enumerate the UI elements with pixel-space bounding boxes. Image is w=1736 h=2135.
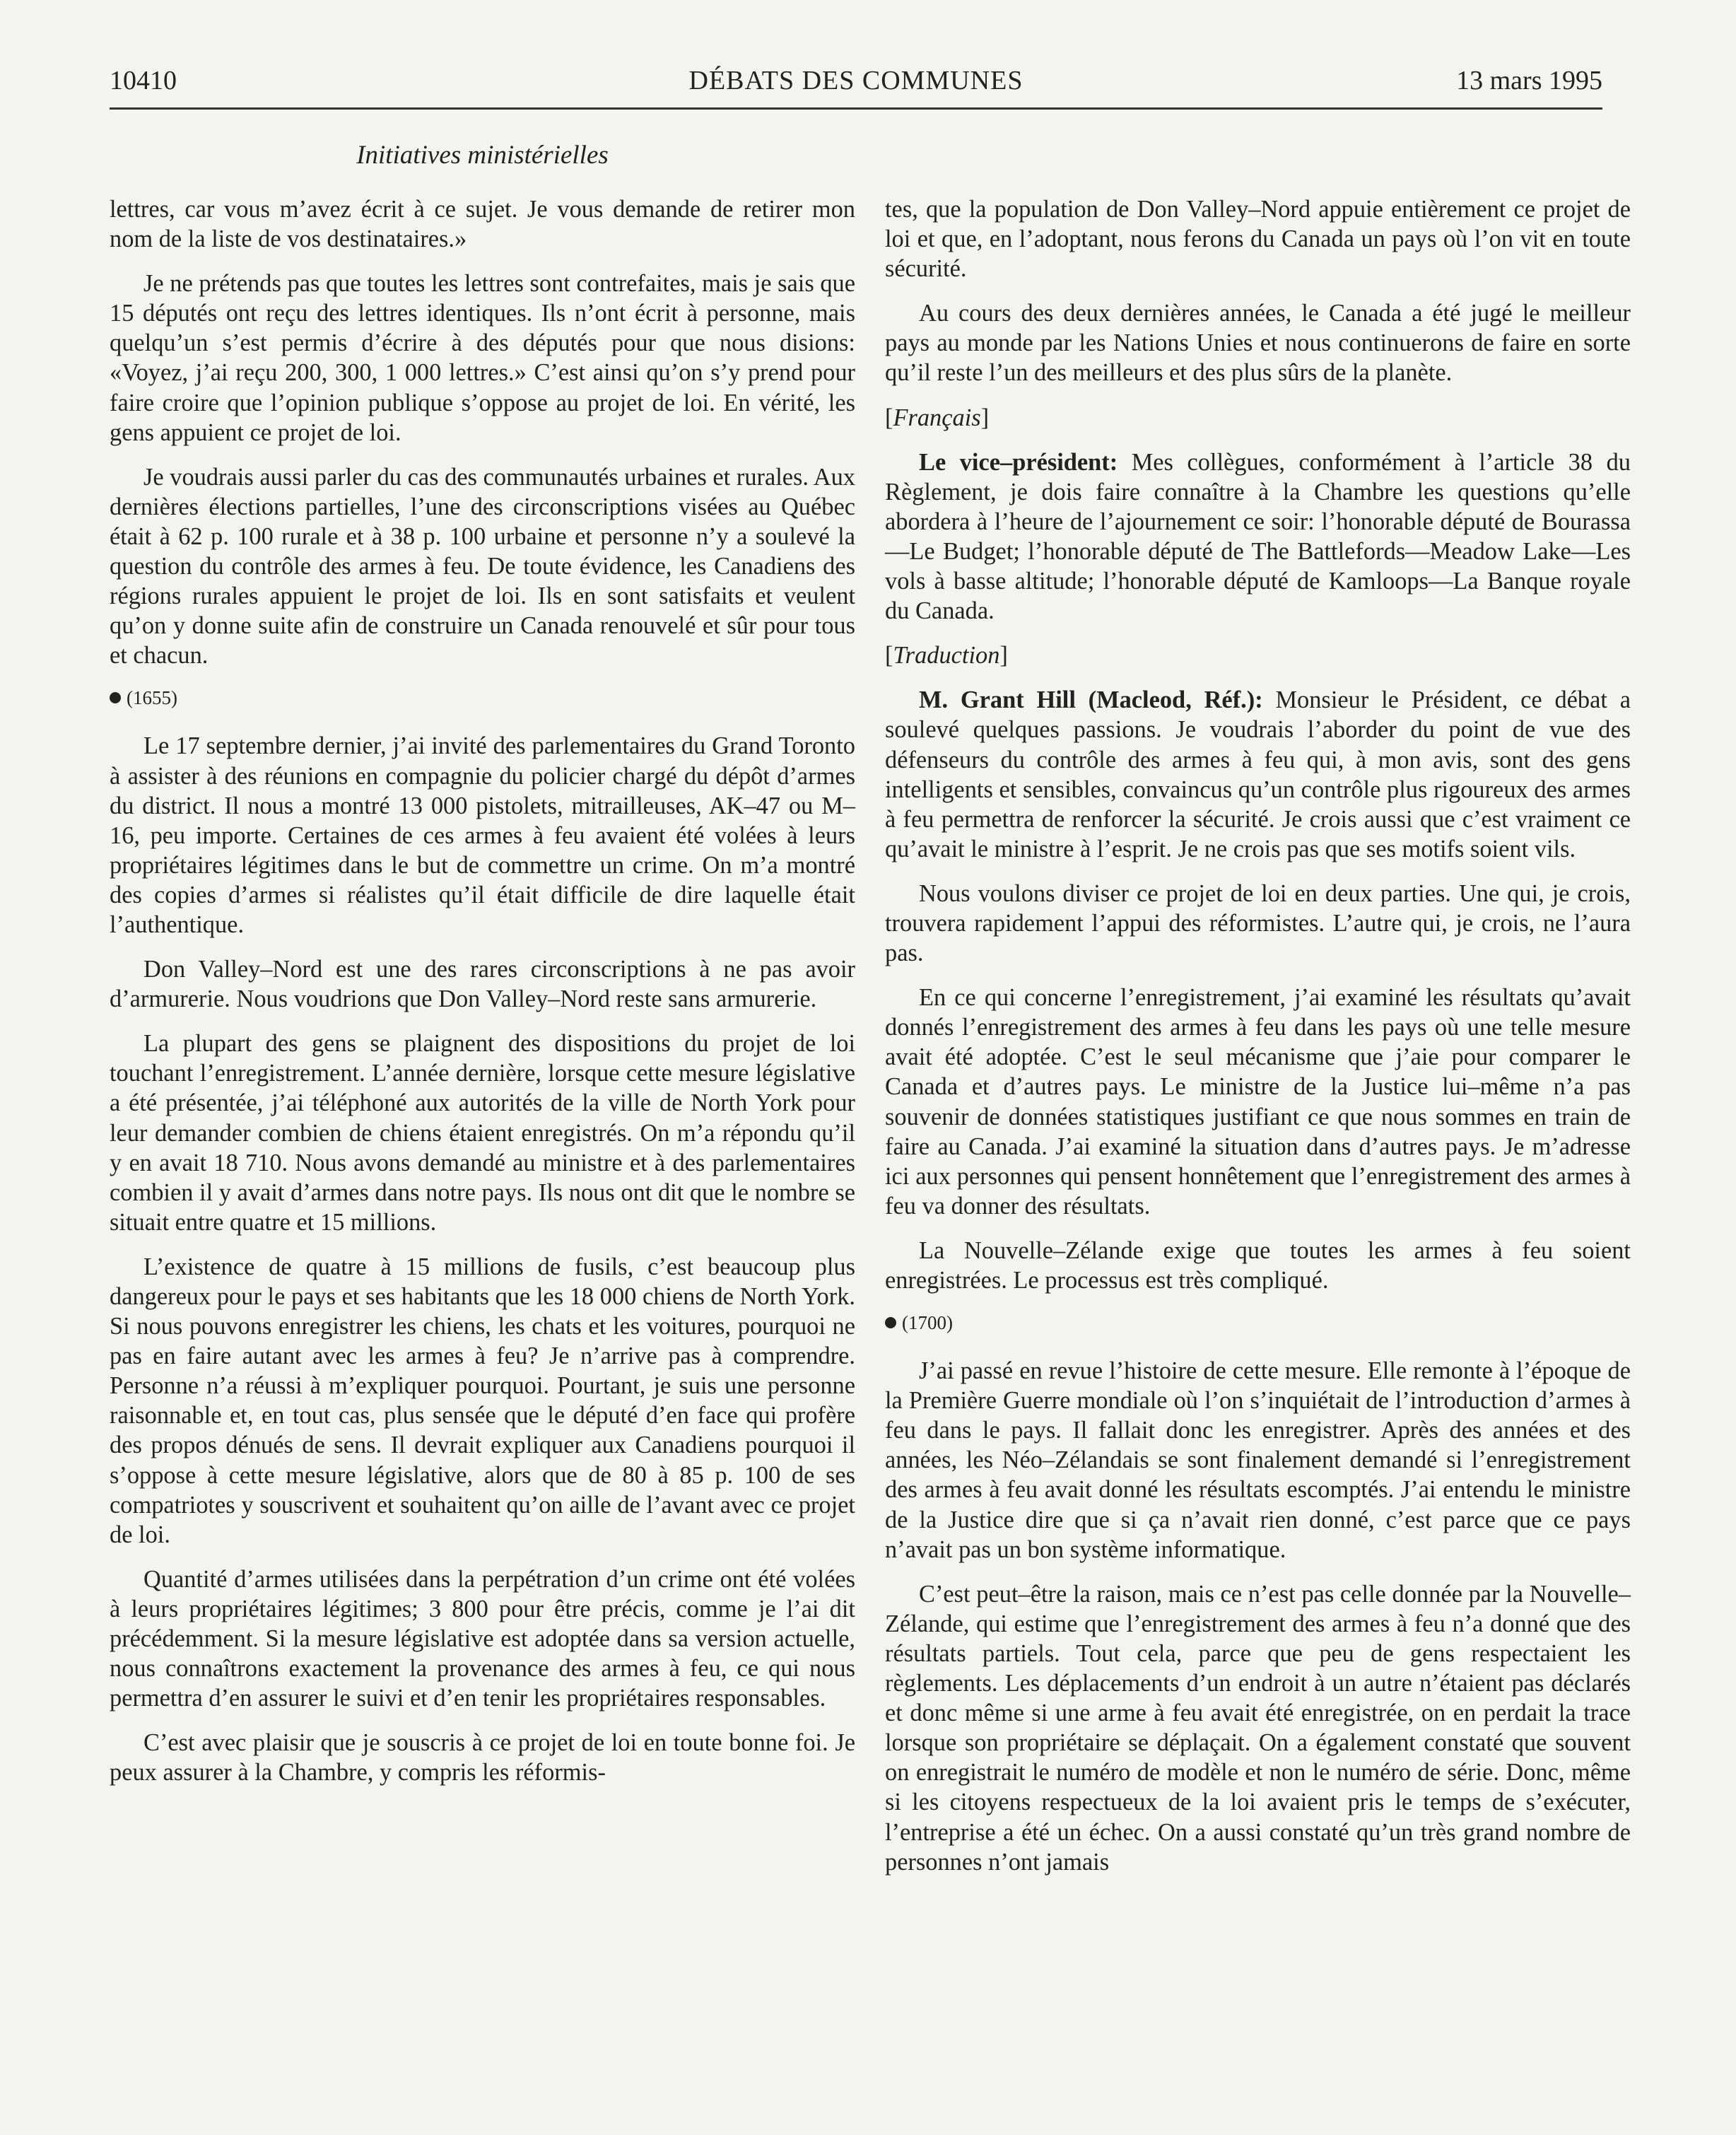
paragraph: La plupart des gens se plaignent des dispositions du projet de loi touchant l’enregistrement. L’année dernière, lorsque cette mesure législative a été présentée, j’ai téléphoné aux autorités de la ville de North York pour leur demander combien de chiens étaient enregistrés. On m’a répondu qu’il y en avait 18 710. Nous avons demandé au ministre et à des parlementaires combien il y avait d’armes dans notre pays. Ils nous ont dit que le nombre se situait entre quatre et 15 millions. <box>110 1030 855 1236</box>
left-column <box>110 194 855 1803</box>
time-marker-label: (1700) <box>902 1312 953 1334</box>
speech-text: Monsieur le Président, ce débat a soulevé quelques passions. Je voudrais l’aborder du point de vue des défenseurs du contrôle des armes à feu qui, à mon avis, sont des gens intelligents et sensibles, convaincus qu’un contrôle plus rigoureux des armes à feu permettra de renforcer la sécurité. Je crois aussi que c’est vraiment ce qu’avait le ministre à l’esprit. Je ne crois pas que ses motifs soient vils. <box>885 686 1631 862</box>
header-rule <box>110 107 1602 110</box>
paragraph: C’est avec plaisir que je souscris à ce projet de loi en toute bonne foi. Je peux assurer à la Chambre, y compris les réformis- <box>110 1729 855 1786</box>
speaker-name: M. Grant Hill (Macleod, Réf.): <box>919 686 1263 714</box>
language-marker: [Français] <box>885 404 990 431</box>
section-title: Initiatives ministérielles <box>356 141 609 170</box>
paragraph: Quantité d’armes utilisées dans la perpétration d’un crime ont été volées à leurs propriétaires légitimes; 3 800 pour être précis, comme je l’ai dit précédemment. Si la mesure législative est adoptée dans sa version actuelle, nous connaîtrons exactement la provenance des armes à feu, ce qui nous permettra d’en assurer le suivi et d’en tenir les propriétaires responsables. <box>110 1565 855 1712</box>
paragraph: Nous voulons diviser ce projet de loi en deux parties. Une qui, je crois, trouvera rapidement l’appui des réformistes. L’autre qui, je crois, ne l’aura pas. <box>885 879 1631 967</box>
bullet-icon <box>110 692 121 703</box>
bullet-icon <box>885 1317 896 1328</box>
paragraph <box>885 685 1631 864</box>
speech-text: Mes collègues, conformément à l’article 38 du Règlement, je dois faire connaître à la Chambre les questions qu’elle abordera à l’heure de l’ajournement ce soir: l’honorable député de Bourassa—Le Budget; l’honorable député de The Battlefords—Meadow Lake—Les vols à basse altitude; l’honorable député de Kamloops—La Banque royale du Canada. <box>885 448 1631 625</box>
page-header <box>110 65 1602 107</box>
language-marker-label: Traduction <box>893 642 1000 669</box>
paragraph: lettres, car vous m’avez écrit à ce sujet. Je vous demande de retirer mon nom de la liste de vos destinataires.» <box>110 196 855 253</box>
paragraph <box>885 448 1631 626</box>
speaker-name: Le vice–président: <box>919 448 1118 476</box>
paragraph: En ce qui concerne l’enregistrement, j’ai examiné les résultats qu’avait donnés l’enregistrement des armes à feu dans les pays où une telle mesure avait été adoptée. C’est le seul mécanisme que j’aie pour comparer le Canada et d’autres pays. Le ministre de la Justice lui–même n’a pas souvenir de données statistiques justifiant ce que nous sommes en train de faire au Canada. J’ai examiné la situation dans d’autres pays. Je m’adresse ici aux personnes qui pensent honnêtement que l’enregistrement des armes à feu va donner des résultats. <box>885 984 1631 1219</box>
paragraph: L’existence de quatre à 15 millions de fusils, c’est beaucoup plus dangereux pour le pays et ses habitants que les 18 000 chiens de North York. Si nous pouvons enregistrer les chiens, les chats et les voitures, pourquoi ne pas en faire autant avec les armes à feu? Je n’arrive pas à comprendre. Personne n’a réussi à m’expliquer pourquoi. Pourtant, je suis une personne raisonnable et, en tout cas, plus sensée que le député d’en face qui profère des propos dénués de sens. Il devrait expliquer aux Canadiens pourquoi il s’oppose à cette mesure législative, alors que de 80 à 85 p. 100 de ses compatriotes y souscrivent et souhaitent qu’on aille de l’avant avec ce projet de loi. <box>110 1253 855 1548</box>
page-number: 10410 <box>110 66 177 95</box>
right-column <box>885 194 1631 1892</box>
time-marker <box>885 1311 1631 1335</box>
paragraph: Je voudrais aussi parler du cas des communautés urbaines et rurales. Aux dernières élections partielles, l’une des circonscriptions visées au Québec était à 62 p. 100 rurale et à 38 p. 100 urbaine et personne n’y a soulevé la question du contrôle des armes à feu. De toute évidence, les Canadiens des régions rurales appuient le projet de loi. Ils en sont satisfaits et veulent qu’on y donne suite afin de construire un Canada renouvelé et sûr pour tous et chacun. <box>110 463 855 669</box>
language-marker-label: Français <box>893 404 981 431</box>
time-marker <box>110 686 855 710</box>
paragraph: Le 17 septembre dernier, j’ai invité des parlementaires du Grand Toronto à assister à des réunions en compagnie du policier chargé du dépôt d’armes du district. Il nous a montré 13 000 pistolets, mitrailleuses, AK–47 ou M–16, peu importe. Certaines de ces armes à feu avaient été volées à leurs propriétaires légitimes dans le but de commettre un crime. On m’a montré des copies d’armes si réalistes qu’il était difficile de dire laquelle était l’authentique. <box>110 732 855 938</box>
paragraph: J’ai passé en revue l’histoire de cette mesure. Elle remonte à l’époque de la Première Guerre mondiale où l’on s’inquiétait de l’introduction d’armes à feu dans le pays. Il fallait donc les enregistrer. Après des années et des années, les Néo–Zélandais se sont finalement demandé si l’enregistrement des armes à feu avait donné les résultats escomptés. J’ai entendu le ministre de la Justice dire que si ça n’avait rien donné, c’est parce que ce pays n’avait pas un bon système informatique. <box>885 1357 1631 1563</box>
paragraph: Don Valley–Nord est une des rares circonscriptions à ne pas avoir d’armurerie. Nous voudrions que Don Valley–Nord reste sans armurerie. <box>110 956 855 1013</box>
publication-date: 13 mars 1995 <box>1456 66 1602 95</box>
publication-title: DÉBATS DES COMMUNES <box>688 66 1024 95</box>
paragraph: La Nouvelle–Zélande exige que toutes les armes à feu soient enregistrées. Le processus est très compliqué. <box>885 1236 1631 1294</box>
paragraph: tes, que la population de Don Valley–Nord appuie entièrement ce projet de loi et que, en l’adoptant, nous ferons du Canada un pays où l’on vit en toute sécurité. <box>885 196 1631 283</box>
paragraph: C’est peut–être la raison, mais ce n’est pas celle donnée par la Nouvelle–Zélande, qui estime que l’enregistrement des armes à feu n’a donné que des résultats partiels. Tout cela, parce que peu de gens respectaient les règlements. Les déplacements d’un endroit à un autre n’étaient pas déclarés et donc même si une arme à feu avait été enregistrée, on en perdait la trace lorsque son propriétaire se déplaçait. On a également constaté que souvent on enregistrait le numéro de modèle et non le numéro de série. Donc, même si les citoyens respectueux de la loi avaient pris le temps de s’exécuter, l’entreprise a été un échec. On a aussi constaté qu’un très grand nombre de personnes n’ont jamais <box>885 1580 1631 1876</box>
paragraph: Au cours des deux dernières années, le Canada a été jugé le meilleur pays au monde par les Nations Unies et nous continuerons de faire en sorte qu’il reste l’un des meilleurs et des plus sûrs de la planète. <box>885 300 1631 387</box>
time-marker-label: (1655) <box>127 687 177 709</box>
language-marker: [Traduction] <box>885 642 1008 669</box>
paragraph: Je ne prétends pas que toutes les lettres sont contrefaites, mais je sais que 15 députés ont reçu des lettres identiques. Ils n’ont écrit à personne, mais quelqu’un s’est permis d’écrire à des députés pour que nous disions: «Voyez, j’ai reçu 200, 300, 1 000 lettres.» C’est ainsi qu’on s’y prend pour faire croire que l’opinion publique s’oppose au projet de loi. En vérité, les gens appuient ce projet de loi. <box>110 270 855 446</box>
